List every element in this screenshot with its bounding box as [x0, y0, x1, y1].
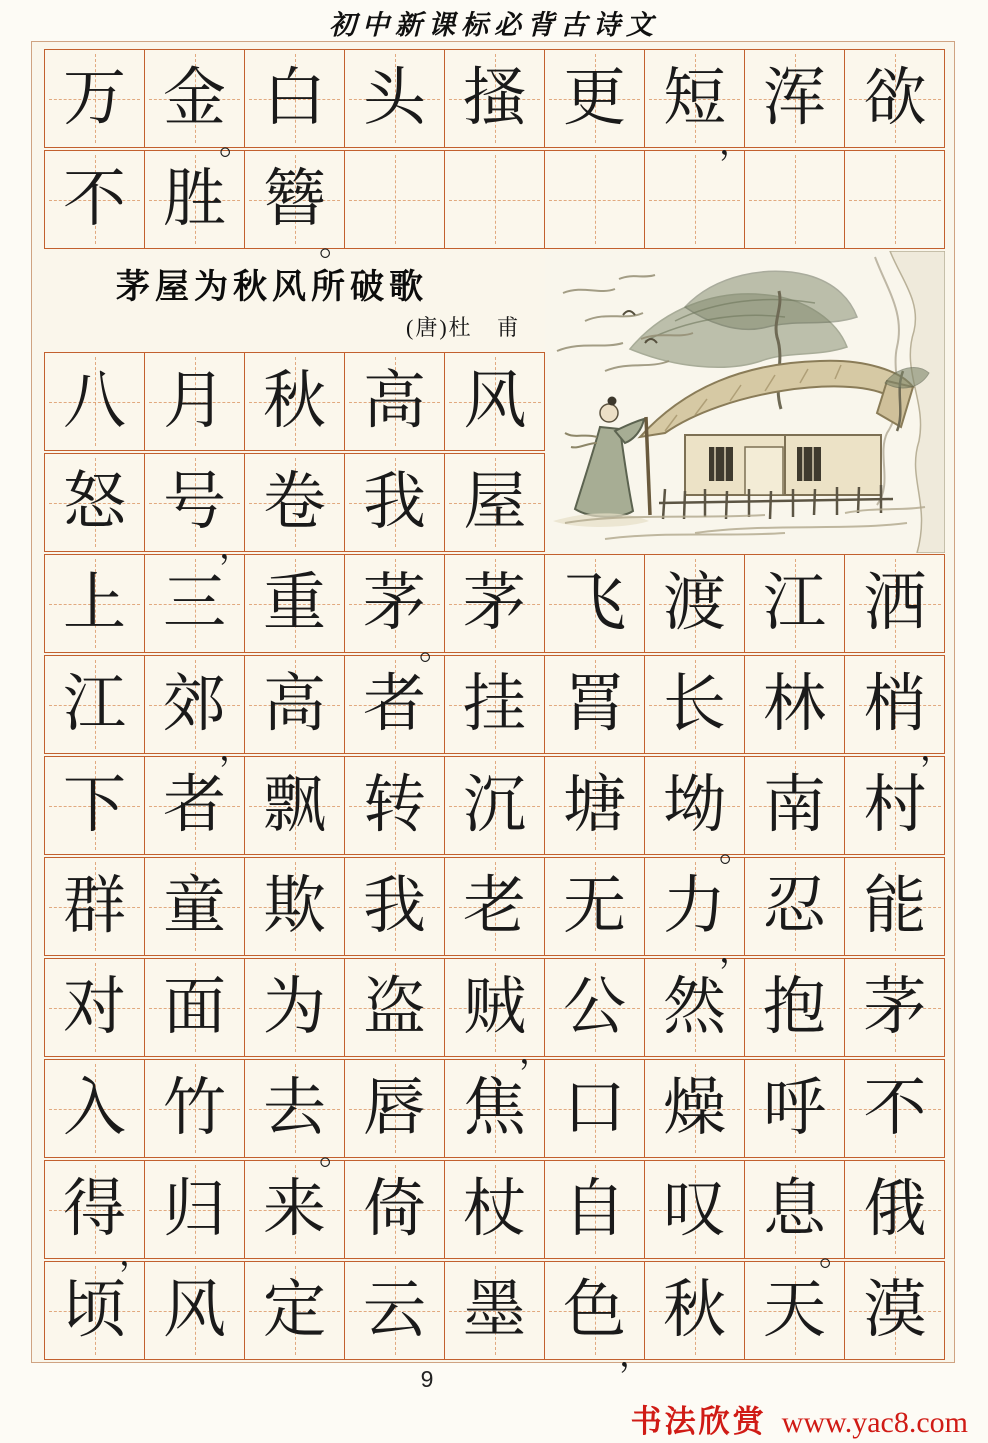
calligraphy-character: 飘 [263, 770, 326, 840]
calligraphy-character: 号 [163, 467, 226, 537]
calligraphy-character: 梢 [863, 669, 927, 739]
calligraphy-character: 不 [863, 1073, 927, 1143]
calligraphy-character: 群 [63, 871, 126, 941]
calligraphy-character: 更 [563, 63, 626, 133]
grid-row [44, 1059, 945, 1172]
calligraphy-character: 杖 [463, 1174, 526, 1244]
calligraphy-character: 盗 [363, 972, 426, 1042]
calligraphy-character: 息 [763, 1174, 826, 1244]
punctuation-mark: ， [719, 125, 753, 162]
calligraphy-character: 归 [163, 1174, 226, 1244]
grid-cell [245, 353, 345, 450]
grid-cell [545, 858, 645, 955]
grid-row [44, 49, 945, 162]
calligraphy-character: 风 [163, 1275, 226, 1345]
grid-cell [745, 1161, 853, 1273]
calligraphy-character: 燥 [663, 1073, 726, 1143]
grid-cell [645, 1060, 745, 1157]
calligraphy-character: 然 [663, 972, 726, 1042]
calligraphy-character: 我 [363, 871, 426, 941]
grid-cell [845, 1060, 945, 1157]
grid-cell [145, 151, 245, 248]
calligraphy-character: 能 [863, 871, 927, 941]
calligraphy-character: 村 [863, 770, 927, 840]
grid-rows-top [44, 49, 945, 263]
grid-cell [345, 1060, 445, 1157]
grid-cell [845, 858, 945, 955]
calligraphy-character: 八 [63, 366, 126, 436]
calligraphy-character: 自 [563, 1174, 626, 1244]
calligraphy-character: 郊 [163, 669, 226, 739]
grid-row [44, 857, 945, 970]
grid-cell [145, 959, 245, 1056]
calligraphy-character: 三 [163, 568, 226, 638]
punctuation-mark: ， [219, 731, 253, 768]
grid-cell [445, 50, 545, 147]
calligraphy-character: 胜 [163, 164, 226, 234]
grid-cell [845, 151, 945, 248]
calligraphy-character: 俄 [863, 1174, 927, 1244]
calligraphy-character: 罥 [563, 669, 626, 739]
calligraphy-character: 抱 [763, 972, 826, 1042]
grid-cell [745, 757, 845, 854]
site-credit [631, 1396, 968, 1441]
grid-cell [245, 454, 345, 551]
grid-cell [345, 454, 445, 551]
calligraphy-character: 叹 [663, 1174, 726, 1244]
grid-cell [245, 858, 345, 955]
calligraphy-character: 得 [63, 1174, 126, 1244]
grid-cell [245, 1161, 345, 1258]
poem-title: 茅屋为秋风所破歌 [116, 268, 428, 306]
grid-cell [245, 757, 345, 854]
grid-cell [245, 555, 345, 652]
calligraphy-character: 不 [63, 164, 126, 234]
punctuation-mark: 。 [819, 1236, 853, 1273]
grid-cell [45, 656, 145, 753]
grid-cell [545, 656, 645, 753]
grid-cell [545, 1262, 653, 1374]
site-url: www.yac8.com [781, 1406, 968, 1439]
calligraphy-character: 色 [563, 1275, 626, 1345]
calligraphy-character: 者 [363, 669, 426, 739]
grid-row [44, 352, 545, 451]
calligraphy-character: 唇 [363, 1073, 426, 1143]
poem-author: (唐)杜 甫 [406, 315, 521, 340]
calligraphy-character: 秋 [663, 1275, 726, 1345]
grid-cell [545, 555, 645, 652]
grid-row [44, 453, 545, 566]
calligraphy-character: 贼 [463, 972, 526, 1042]
calligraphy-character: 天 [763, 1275, 826, 1345]
grid-cell [745, 959, 845, 1056]
calligraphy-character: 下 [63, 770, 126, 840]
calligraphy-character: 头 [363, 63, 426, 133]
grid-cell [145, 858, 245, 955]
grid-row [44, 1160, 945, 1273]
calligraphy-character: 洒 [863, 568, 927, 638]
grid-cell [245, 1262, 345, 1359]
grid-cell [345, 959, 445, 1056]
calligraphy-character: 风 [463, 366, 527, 436]
calligraphy-character: 转 [363, 770, 426, 840]
calligraphy-character: 定 [263, 1275, 326, 1345]
grid-cell [45, 959, 145, 1056]
grid-cell [45, 757, 145, 854]
calligraphy-character: 浑 [763, 63, 826, 133]
calligraphy-character: 江 [763, 568, 826, 638]
grid-cell [845, 1161, 945, 1258]
grid-cell [145, 555, 245, 652]
grid-cell [145, 50, 253, 162]
grid-cell [545, 1060, 645, 1157]
calligraphy-character: 呼 [763, 1073, 826, 1143]
calligraphy-character: 为 [263, 972, 326, 1042]
calligraphy-character: 口 [563, 1073, 626, 1143]
grid-cell [445, 555, 545, 652]
calligraphy-character: 屋 [463, 467, 527, 537]
calligraphy-character: 南 [763, 770, 826, 840]
calligraphy-character: 面 [163, 972, 226, 1042]
grid-cell [45, 353, 145, 450]
punctuation-mark: ， [619, 1337, 653, 1374]
grid-cell [745, 555, 845, 652]
calligraphy-character: 者 [163, 770, 226, 840]
calligraphy-character: 无 [563, 871, 626, 941]
calligraphy-character: 高 [263, 669, 326, 739]
grid-row [44, 1261, 945, 1374]
calligraphy-character: 焦 [463, 1073, 526, 1143]
grid-cell [345, 151, 445, 248]
calligraphy-character: 坳 [663, 770, 726, 840]
calligraphy-character: 江 [63, 669, 126, 739]
grid-cell [145, 757, 245, 854]
grid-cell [345, 353, 445, 450]
grid-cell [845, 1262, 945, 1359]
calligraphy-character: 倚 [363, 1174, 426, 1244]
calligraphy-character: 高 [363, 366, 426, 436]
grid-row [44, 958, 945, 1071]
grid-cell [345, 757, 445, 854]
grid-cell [345, 1161, 445, 1258]
grid-cell [145, 1161, 245, 1258]
calligraphy-character: 挂 [463, 669, 526, 739]
calligraphy-character: 林 [763, 669, 826, 739]
grid-cell [245, 959, 345, 1056]
grid-cell [145, 353, 245, 450]
grid-cell [145, 656, 253, 768]
punctuation-mark: ， [219, 529, 253, 566]
grid-cell [45, 50, 145, 147]
calligraphy-character: 入 [63, 1073, 126, 1143]
grid-cell [445, 151, 545, 248]
grid-cell [845, 656, 954, 768]
grid-cell [445, 959, 553, 1071]
punctuation-mark: 。 [719, 832, 753, 869]
grid-cell [45, 858, 145, 955]
calligraphy-character: 长 [663, 669, 726, 739]
grid-cell [445, 454, 545, 551]
grid-cell [645, 1161, 745, 1258]
punctuation-mark: 。 [319, 1135, 353, 1172]
grid-cell [345, 858, 445, 955]
calligraphy-character: 对 [63, 972, 126, 1042]
calligraphy-character: 忍 [763, 871, 826, 941]
grid-cell [145, 454, 253, 566]
grid-row [44, 655, 954, 768]
calligraphy-character: 秋 [263, 366, 326, 436]
grid-cell [445, 353, 545, 450]
grid-cell [645, 656, 745, 753]
grid-cell [45, 1060, 145, 1157]
calligraphy-character: 漠 [863, 1275, 927, 1345]
calligraphy-character: 墨 [463, 1275, 526, 1345]
calligraphy-character: 童 [163, 871, 226, 941]
calligraphy-character: 来 [263, 1174, 326, 1244]
calligraphy-character: 万 [63, 63, 126, 133]
calligraphy-character: 短 [663, 63, 726, 133]
calligraphy-character: 上 [63, 568, 126, 638]
grid-cell [845, 757, 945, 854]
grid-cell [645, 959, 745, 1056]
calligraphy-character: 云 [363, 1275, 426, 1345]
grid-cell [145, 1262, 245, 1359]
grid-cell [545, 151, 645, 248]
grid-cell [445, 858, 545, 955]
calligraphy-character: 怒 [63, 467, 126, 537]
punctuation-mark: ， [519, 1034, 553, 1071]
cottage-painting-svg [545, 251, 945, 553]
grid-cell [245, 1060, 353, 1172]
grid-cell [545, 959, 645, 1056]
calligraphy-character: 沉 [463, 770, 526, 840]
calligraphy-character: 老 [463, 871, 526, 941]
grid-cell [645, 858, 753, 970]
grid-cell [545, 1161, 645, 1258]
grid-cell [345, 1262, 445, 1359]
grid-cell [245, 151, 353, 263]
calligraphy-character: 金 [163, 63, 226, 133]
grid-cell [545, 50, 645, 147]
grid-cell [645, 151, 745, 248]
grid-cell [445, 1262, 545, 1359]
calligraphy-character: 顷 [63, 1275, 126, 1345]
site-name: 书法欣赏 [630, 1404, 767, 1439]
calligraphy-character: 飞 [563, 568, 626, 638]
punctuation-mark: ， [719, 933, 753, 970]
grid-cell [245, 50, 345, 147]
calligraphy-character: 月 [163, 366, 226, 436]
calligraphy-character: 竹 [163, 1073, 226, 1143]
grid-cell [445, 656, 545, 753]
grid-cell [645, 50, 753, 162]
calligraphy-character: 力 [663, 871, 726, 941]
grid-cell [445, 757, 545, 854]
grid-cell [545, 757, 645, 854]
grid-cell [745, 1060, 845, 1157]
calligraphy-character: 去 [263, 1073, 326, 1143]
grid-cell [745, 50, 845, 147]
calligraphy-character: 白 [263, 63, 326, 133]
calligraphy-character: 重 [263, 568, 326, 638]
illustration-cottage-painting [545, 251, 945, 553]
punctuation-mark: ， [920, 731, 954, 768]
calligraphy-character: 茅 [863, 972, 927, 1042]
grid-cell [645, 757, 753, 869]
calligraphy-character: 渡 [663, 568, 726, 638]
grid-cell [445, 1161, 545, 1258]
grid-cell [345, 555, 453, 667]
calligraphy-character: 塘 [563, 770, 626, 840]
grid-cell [245, 656, 345, 753]
punctuation-mark: 。 [219, 125, 253, 162]
grid-cell [145, 1060, 245, 1157]
calligraphy-character: 搔 [463, 63, 526, 133]
grid-row [44, 554, 945, 667]
calligraphy-character: 欲 [863, 63, 927, 133]
book-header-title: 初中新课标必背古诗文 [329, 10, 659, 40]
grid-cell [645, 1262, 745, 1359]
grid-cell [45, 454, 145, 551]
grid-cell [745, 656, 845, 753]
grid-cell [845, 959, 945, 1056]
grid-cell [45, 1161, 153, 1273]
calligraphy-character: 欺 [263, 871, 326, 941]
calligraphy-grid [44, 49, 954, 1374]
punctuation-mark: 。 [419, 630, 453, 667]
grid-cell [745, 151, 845, 248]
grid-cell [45, 555, 145, 652]
grid-cell [745, 858, 845, 955]
grid-cell [845, 50, 945, 147]
calligraphy-character: 我 [363, 467, 426, 537]
grid-cell [45, 1262, 145, 1359]
punctuation-mark: 。 [319, 226, 353, 263]
calligraphy-character: 茅 [463, 568, 526, 638]
grid-row [44, 150, 945, 263]
calligraphy-character: 公 [563, 972, 626, 1042]
grid-cell [345, 50, 445, 147]
grid-cell [745, 1262, 845, 1359]
grid-cell [45, 151, 145, 248]
page-number: 9 [420, 1366, 434, 1392]
calligraphy-character: 茅 [363, 568, 426, 638]
calligraphy-character: 卷 [263, 467, 326, 537]
grid-cell [345, 656, 445, 753]
grid-cell [845, 555, 945, 652]
punctuation-mark: ， [119, 1236, 153, 1273]
grid-cell [445, 1060, 545, 1157]
grid-cell [645, 555, 745, 652]
grid-row [44, 756, 945, 869]
calligraphy-character: 簪 [263, 164, 326, 234]
